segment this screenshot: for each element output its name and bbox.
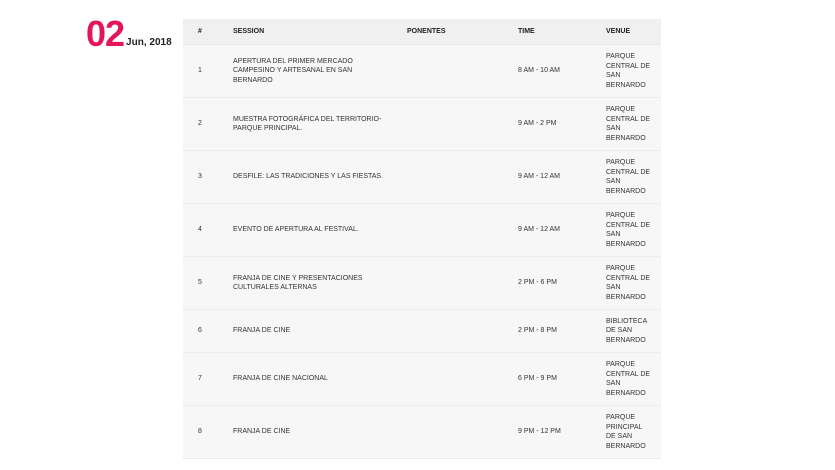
row-ponentes	[407, 45, 518, 98]
row-ponentes	[407, 257, 518, 310]
row-ponentes	[407, 204, 518, 257]
row-venue: PARQUE CENTRAL DE SAN BERNARDO	[606, 151, 661, 204]
table-row	[183, 151, 661, 204]
row-time: 6 PM - 9 PM	[518, 353, 606, 406]
header-number: #	[183, 19, 233, 45]
header-session: SESSION	[233, 19, 407, 45]
row-time: 2 PM - 8 PM	[518, 310, 606, 353]
row-number: 7	[183, 353, 233, 406]
table-row	[183, 45, 661, 98]
schedule-table	[183, 19, 661, 459]
row-ponentes	[407, 310, 518, 353]
row-venue: PARQUE PRINCIPAL DE SAN BERNARDO	[606, 406, 661, 459]
row-number: 3	[183, 151, 233, 204]
row-session: EVENTO DE APERTURA AL FESTIVAL.	[233, 204, 407, 257]
row-venue: PARQUE CENTRAL DE SAN BERNARDO	[606, 98, 661, 151]
row-session: FRANJA DE CINE	[233, 406, 407, 459]
row-number: 6	[183, 310, 233, 353]
row-venue: PARQUE CENTRAL DE SAN BERNARDO	[606, 353, 661, 406]
row-time: 9 AM - 12 AM	[518, 151, 606, 204]
schedule-date	[86, 13, 172, 54]
row-venue: PARQUE CENTRAL DE SAN BERNARDO	[606, 204, 661, 257]
row-venue: BIBLIOTECA DE SAN BERNARDO	[606, 310, 661, 353]
row-time: 9 AM - 12 AM	[518, 204, 606, 257]
table-row	[183, 204, 661, 257]
row-time: 9 PM - 12 PM	[518, 406, 606, 459]
table-row	[183, 98, 661, 151]
row-ponentes	[407, 151, 518, 204]
table-row	[183, 310, 661, 353]
row-number: 8	[183, 406, 233, 459]
table-header-row	[183, 19, 661, 45]
row-ponentes	[407, 406, 518, 459]
row-session: MUESTRA FOTOGRÁFICA DEL TERRITORIO- PARQUE PRINCIPAL.	[233, 98, 407, 151]
row-number: 5	[183, 257, 233, 310]
row-venue: PARQUE CENTRAL DE SAN BERNARDO	[606, 45, 661, 98]
row-time: 2 PM - 6 PM	[518, 257, 606, 310]
header-venue: VENUE	[606, 19, 661, 45]
row-number: 2	[183, 98, 233, 151]
row-time: 9 AM - 2 PM	[518, 98, 606, 151]
row-number: 4	[183, 204, 233, 257]
row-session: DESFILE: LAS TRADICIONES Y LAS FIESTAS.	[233, 151, 407, 204]
date-month-year: Jun, 2018	[126, 37, 172, 48]
row-venue: PARQUE CENTRAL DE SAN BERNARDO	[606, 257, 661, 310]
row-session: FRANJA DE CINE Y PRESENTACIONES CULTURALES ALTERNAS	[233, 257, 407, 310]
row-time: 8 AM - 10 AM	[518, 45, 606, 98]
row-ponentes	[407, 353, 518, 406]
table-row	[183, 406, 661, 459]
row-ponentes	[407, 98, 518, 151]
row-session: APERTURA DEL PRIMER MERCADO CAMPESINO Y ARTESANAL EN SAN BERNARDO	[233, 45, 407, 98]
row-session: FRANJA DE CINE	[233, 310, 407, 353]
header-ponentes: PONENTES	[407, 19, 518, 45]
date-day: 02	[86, 13, 125, 54]
table-row	[183, 257, 661, 310]
row-session: FRANJA DE CINE NACIONAL	[233, 353, 407, 406]
table-row	[183, 353, 661, 406]
header-time: TIME	[518, 19, 606, 45]
row-number: 1	[183, 45, 233, 98]
